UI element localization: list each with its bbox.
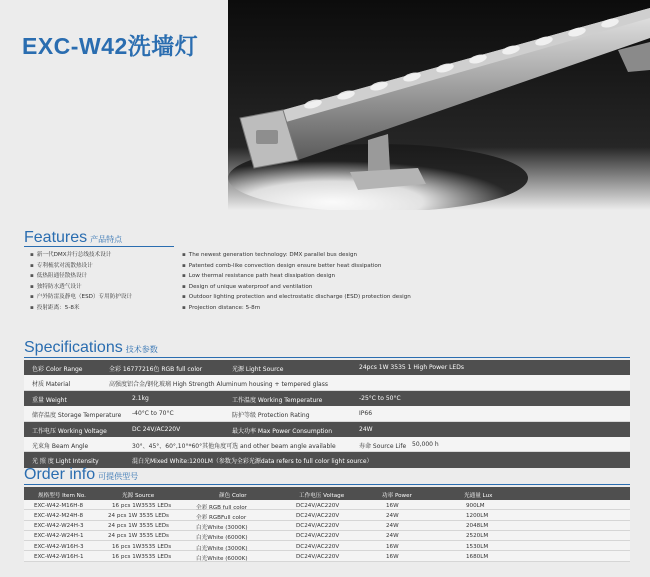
cell-power: 24W (386, 533, 399, 540)
page-title: EXC-W42洗墙灯 (22, 33, 199, 59)
feature-item: ▪ 投射距离：5-8米 (30, 303, 132, 314)
feature-item: ▪ 新一代DMX并行总线技术设计 (30, 250, 132, 261)
spec-label: 寿命 Source Life (359, 442, 407, 450)
product-photo (228, 0, 650, 210)
spec-value: -40°C to 70°C (132, 410, 174, 418)
cell-item-no: EXC-W42-M24H-8 (34, 512, 84, 519)
spec-value: 混白光Mixed White:1200LM（参数为全彩光源data refers to full color light source） (132, 458, 373, 466)
features-heading (24, 229, 122, 247)
cell-lux: 1530LM (466, 543, 489, 550)
cell-item-no: EXC-W42-M16H-8 (34, 502, 84, 509)
column-header: 规格型号 Item No. (38, 492, 86, 499)
spec-label: 材质 Material (32, 381, 71, 389)
specifications-underline (24, 357, 630, 358)
spec-value: 全彩 16777216色 RGB full color (109, 366, 203, 373)
table-row (24, 551, 630, 561)
cell-lux: 2048LM (466, 523, 489, 530)
order-info-heading (24, 466, 138, 484)
table-row (24, 541, 630, 551)
spec-row (24, 360, 630, 375)
cell-power: 16W (386, 502, 399, 509)
spec-row (24, 391, 630, 406)
order-table (24, 487, 630, 562)
cell-color: 全彩 RGB full color (196, 504, 247, 511)
feature-item: ▪ 低热阻通径散热设计 (30, 271, 132, 282)
features-list-cn (30, 250, 132, 313)
cell-item-no: EXC-W42-W16H-1 (34, 553, 84, 560)
specifications-table (24, 360, 630, 468)
feature-item: ▪ Low thermal resistance path heat dissipation design (182, 271, 411, 282)
spec-value: 2.1kg (132, 394, 149, 402)
cell-lux: 2520LM (466, 533, 489, 540)
spec-row (24, 422, 630, 437)
cell-color: 白光White (6000K) (196, 535, 248, 542)
feature-item: ▪ 户外防雷及静电（ESD）专用防护设计 (30, 292, 132, 303)
features-heading-cn: 产品特点 (90, 235, 123, 244)
cell-item-no: EXC-W42-W24H-3 (34, 523, 84, 530)
column-header: 颜色 Color (219, 492, 247, 499)
feature-item: ▪ Patented comb-like convection design ensure better heat dissipation (182, 261, 411, 272)
cell-power: 24W (386, 512, 399, 519)
cell-source: 24 pcs 1W 3535 LEDs (108, 533, 169, 540)
spec-label: 最大功率 Max Power Consumption (232, 427, 333, 435)
cell-lux: 1200LM (466, 512, 489, 519)
spec-label: 光束角 Beam Angle (32, 442, 89, 450)
specifications-heading (24, 339, 158, 357)
spec-label: 工作电压 Working Voltage (32, 427, 107, 435)
spec-label: 储存温度 Storage Temperature (32, 412, 122, 420)
cell-source: 16 pcs 1W3535 LEDs (112, 502, 172, 509)
cell-voltage: DC24V/AC220V (296, 533, 340, 540)
order-info-heading-cn: 可提供型号 (98, 472, 139, 481)
table-row (24, 521, 630, 531)
feature-item: ▪ Design of unique waterproof and ventilation (182, 282, 411, 293)
order-table-header (24, 487, 630, 500)
features-list-en (182, 250, 411, 313)
cell-voltage: DC24V/AC220V (296, 553, 340, 560)
order-info-heading-en: Order info (24, 466, 96, 483)
feature-item: ▪ Projection distance: 5-8m (182, 303, 411, 314)
spec-value: 高强度铝合金/钢化玻璃 High Strength Aluminum housing + tempered glass (109, 381, 328, 389)
column-header: 功率 Power (382, 492, 412, 499)
cell-color: 白光White (3000K) (196, 525, 248, 532)
spec-value: DC 24V/AC220V (132, 425, 181, 433)
table-row (24, 510, 630, 520)
column-header: 工作电压 Voltage (299, 492, 345, 499)
specifications-heading-cn: 技术参数 (125, 345, 158, 354)
cell-voltage: DC24V/AC220V (296, 502, 340, 509)
cell-power: 24W (386, 523, 399, 530)
cell-voltage: DC24V/AC220V (296, 543, 340, 550)
table-row (24, 531, 630, 541)
spec-label: 防护等级 Protection Rating (232, 412, 310, 420)
cell-lux: 1680LM (466, 553, 489, 560)
spec-label: 重量 Weight (32, 396, 67, 404)
spec-value: 30°、45°、60°,10°*60°其他角度可选 and other beam angle available (132, 442, 336, 450)
spec-value: 24pcs 1W 3535 1 High Power LEDs (359, 364, 464, 371)
specifications-heading-en: Specifications (24, 339, 123, 356)
spec-value: -25°C to 50°C (359, 394, 401, 402)
table-row (24, 500, 630, 510)
feature-item: ▪ 独特防水透气设计 (30, 282, 132, 293)
cell-source: 24 pcs 1W 3535 LEDs (108, 512, 169, 519)
cell-color: 全彩 RGBFull color (196, 514, 247, 521)
spec-row (24, 375, 630, 390)
cell-power: 16W (386, 543, 399, 550)
spec-value: IP66 (359, 410, 373, 418)
spec-label: 光源 Light Source (232, 366, 284, 373)
features-heading-en: Features (24, 229, 88, 246)
spec-label: 工作温度 Working Temperature (232, 396, 323, 404)
spec-label: 光 照 度 Light Intensity (32, 458, 99, 466)
cell-source: 16 pcs 1W3535 LEDs (112, 553, 172, 560)
column-header: 光通量 Lux (464, 492, 493, 499)
cell-source: 24 pcs 1W 3535 LEDs (108, 523, 169, 530)
feature-item: ▪ The newest generation technology: DMX parallel bus design (182, 250, 411, 261)
feature-item: ▪ Outdoor lighting protection and electrostatic discharge (ESD) protection design (182, 292, 411, 303)
cell-source: 16 pcs 1W3535 LEDs (112, 543, 172, 550)
cell-lux: 900LM (466, 502, 485, 509)
cell-item-no: EXC-W42-W16H-3 (34, 543, 84, 550)
spec-row (24, 437, 630, 452)
feature-item: ▪ 专利梳状对流散热设计 (30, 261, 132, 272)
spec-value: 50,000 h (412, 440, 439, 448)
cell-voltage: DC24V/AC220V (296, 512, 340, 519)
cell-color: 白光White (3000K) (196, 545, 248, 552)
cell-color: 白光White (6000K) (196, 555, 248, 562)
spec-value: 24W (359, 425, 373, 433)
spec-label: 色彩 Color Range (32, 366, 83, 373)
features-underline (24, 246, 174, 247)
cell-item-no: EXC-W42-W24H-1 (34, 533, 84, 540)
column-header: 光源 Source (122, 492, 155, 499)
cell-power: 16W (386, 553, 399, 560)
cell-voltage: DC24V/AC220V (296, 523, 340, 530)
order-info-underline (24, 484, 630, 485)
spec-row (24, 406, 630, 421)
